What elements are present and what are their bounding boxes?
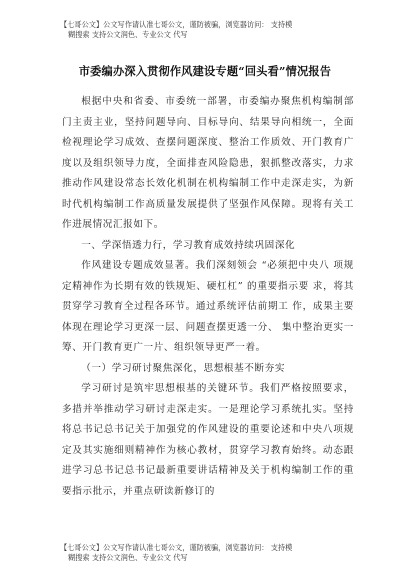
footer-watermark-note [60,543,360,563]
document-title: 市委编办深入贯彻作风建设专题“回头看”情况报告 [78,64,332,78]
header-note-line-2: 糊搜索 支持公文润色、专业公文 代写 [68,30,188,39]
footer-note-line-2: 糊搜索 支持公文润色、专业公文 代写 [68,553,188,562]
subsection-heading-1: （一）学习研讨聚焦深化，思想根基不断夯实 [81,362,286,374]
document-body [62,92,354,502]
subsection-1-paragraph: 学习研讨是筑牢思想根基的关键环节。我们严格按照要求，多措并举推动学习研讨走深走实。一是理论学习系统扎实。坚持将总书记总书记关于加强党的作风建设的重要论述和中央八项规定及其实施细则精神作为核心教材，贯穿学习教育始终。动态跟进学习总书记总书记最新重要讲话精神及关于机构编制工作的重要指示批示，并重点研读新修订的 [62,383,354,497]
section-1-paragraph: 作风建设专题成效显著。我们深刻领会 “必须把中央八 项规定精神作为长期有效的铁规矩、硬杠杠” 的重要指示要 求，将其贯穿学习教育全过程各环节。通过系统评估前期工 作，成果主要体现在理论学习更深一层、问题查摆更透一分、 集中整治更实一筹、开门教育更广一片、组织领导更严一着。 [62,260,354,353]
footer-note-line-1: 【七哥公文】公文写作请认准七哥公文，谨防被骗，浏览器访问： 支持模 [60,543,293,552]
intro-paragraph: 根据中央和省委、市委统一部署，市委编办聚焦机构编制部门主责主业，坚持问题导向、目标导向、结果导向相统一，全面检视理论学习成效、查摆问题深度、整治工作质效、开门教育广度以及组织领导力度，全面排查风险隐患，狠抓整改落实，力求推动作风建设常态长效化机制在机构编制工作中走深走实，为新时代机构编制工作高质量发展提供了坚强作风保障。现将有关工作进展情况汇报如下。 [62,96,354,230]
section-heading-1: 一、学深悟透力行，学习教育成效持续巩固深化 [81,239,296,251]
header-watermark-note [60,20,360,40]
header-note-line-1: 【七哥公文】公文写作请认准七哥公文，谨防被骗，浏览器访问： 支持模 [60,20,293,29]
